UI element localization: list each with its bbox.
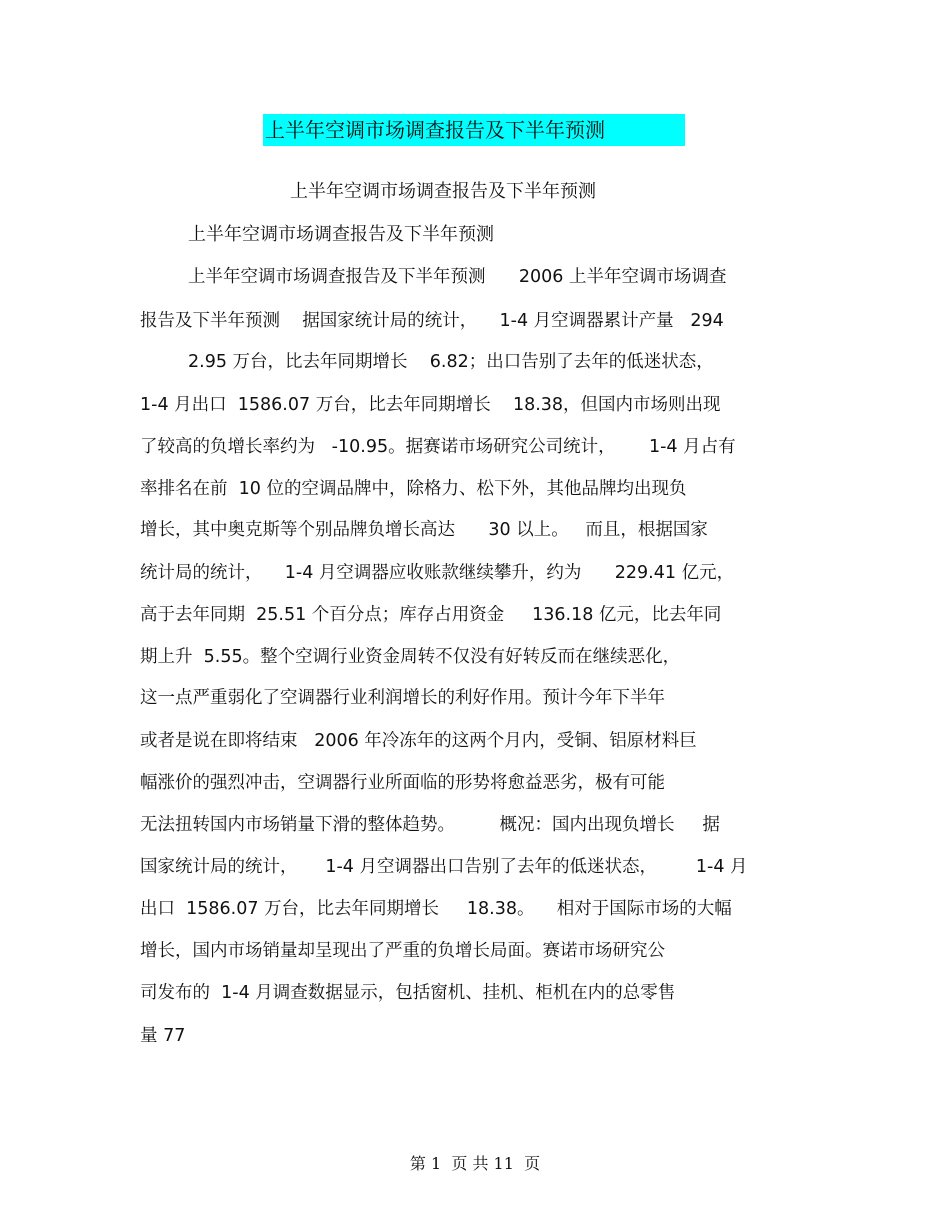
document-subtitle: 上半年空调市场调查报告及下半年预测: [290, 181, 596, 202]
body-line: 高于去年同期 25.51 个百分点；库存占用资金 136.18 亿元，比去年同: [140, 605, 722, 625]
body-line: 或者是说在即将结束 2006 年冷冻年的这两个月内，受铜、铝原材料巨: [140, 731, 697, 751]
body-line: 这一点严重弱化了空调器行业利润增长的利好作用。预计今年下半年: [140, 688, 665, 708]
body-line: 期上升 5.55。整个空调行业资金周转不仅没有好转反而在继续恶化，: [140, 647, 681, 667]
body-line: 1-4 月出口 1586.07 万台，比去年同期增长 18.38，但国内市场则出现: [140, 395, 721, 415]
body-line: 率排名在前 10 位的空调品牌中，除格力、松下外，其他品牌均出现负: [140, 479, 687, 499]
body-line: 2.95 万台，比去年同期增长 6.82；出口告别了去年的低迷状态，: [188, 352, 714, 372]
body-line: 国家统计局的统计， 1-4 月空调器出口告别了去年的低迷状态， 1-4 月: [140, 857, 748, 877]
body-line: 报告及下半年预测 据国家统计局的统计， 1-4 月空调器累计产量 294: [140, 311, 724, 331]
body-line: 了较高的负增长率约为 -10.95。据赛诺市场研究公司统计， 1-4 月占有: [140, 437, 736, 457]
body-line: 量 77: [140, 1026, 186, 1046]
body-line: 无法扭转国内市场销量下滑的整体趋势。 概况：国内出现负增长 据: [140, 815, 720, 835]
body-line: 幅涨价的强烈冲击，空调器行业所面临的形势将愈益恶劣，极有可能: [140, 773, 665, 793]
section-heading: 上半年空调市场调查报告及下半年预测: [188, 224, 494, 245]
document-title: 上半年空调市场调查报告及下半年预测: [265, 118, 605, 142]
page-number-footer: 第 1 页 共 11 页: [409, 1154, 541, 1173]
body-line: 统计局的统计， 1-4 月空调器应收账款继续攀升，约为 229.41 亿元，: [140, 563, 735, 583]
body-line: 司发布的 1-4 月调查数据显示，包括窗机、挂机、柜机在内的总零售: [140, 983, 676, 1003]
body-line: 上半年空调市场调查报告及下半年预测 2006 上半年空调市场调查: [188, 267, 727, 287]
body-line: 出口 1586.07 万台，比去年同期增长 18.38。 相对于国际市场的大幅: [140, 899, 732, 919]
body-line: 增长，国内市场销量却呈现出了严重的负增长局面。赛诺市场研究公: [140, 941, 665, 961]
body-line: 增长，其中奥克斯等个别品牌负增长高达 30 以上。 而且，根据国家: [140, 520, 708, 540]
